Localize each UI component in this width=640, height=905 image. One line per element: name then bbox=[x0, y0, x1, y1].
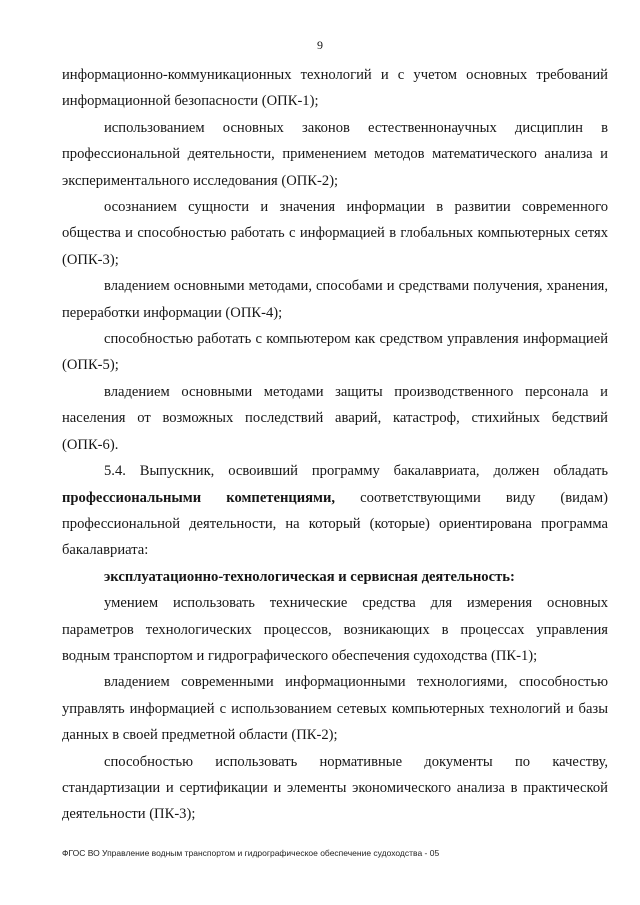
paragraph-opk5: способностью работать с компьютером как средством управления информацией (ОПК-5); bbox=[62, 331, 608, 374]
paragraph-pk2: владением современными информационными технологиями, способностью управлять информацией с использованием сетевых компьютерных технологий и базы данных в своей предметной области (ПК-2); bbox=[62, 674, 608, 744]
page-number: 9 bbox=[317, 38, 323, 52]
paragraph-5-4-lead: 5.4. Выпускник, освоивший программу бакалавриата, должен обладать bbox=[104, 463, 608, 480]
paragraph-opk1-continuation: информационно-коммуникационных технологий и с учетом основных требований информационной безопасности (ОПК-1); bbox=[62, 67, 608, 110]
document-body bbox=[62, 62, 608, 828]
paragraph-pk3: способностью использовать нормативные документы по качеству, стандартизации и сертификации и элементы экономического анализа в практической деятельности (ПК-3); bbox=[62, 753, 608, 823]
section-heading: эксплуатационно-технологическая и сервисная деятельность: bbox=[104, 568, 515, 585]
paragraph-5-4 bbox=[62, 458, 608, 564]
paragraph-opk4: владением основными методами, способами и средствами получения, хранения, переработки информации (ОПК-4); bbox=[62, 278, 608, 321]
paragraph-5-4-bold: профессиональными компетенциями, bbox=[62, 489, 336, 506]
paragraph-opk3: осознанием сущности и значения информации в развитии современного общества и способностью работать с информацией в глобальных компьютерных сетях (ОПК-3); bbox=[62, 199, 608, 268]
paragraph-5-4-tail: соответствующими виду (видам) профессиональной деятельности, на который (которые) ориентирована программа бакалавриата: bbox=[62, 489, 608, 559]
paragraph-opk6: владением основными методами защиты производственного персонала и населения от возможных последствий аварий, катастроф, стихийных бедствий (ОПК-6). bbox=[62, 383, 608, 453]
paragraph-pk1: умением использовать технические средства для измерения основных параметров технологических процессов, возникающих в процессах управления водным транспортом и гидрографического обеспечения судоходства (ПК-1); bbox=[62, 595, 608, 664]
footer-text: ФГОС ВО Управление водным транспортом и гидрографическое обеспечение судоходства - 05 bbox=[62, 848, 440, 858]
paragraph-opk2: использованием основных законов естественнонаучных дисциплин в профессиональной деятельности, применением методов математического анализа и экспериментального исследования (ОПК-2); bbox=[62, 119, 608, 189]
